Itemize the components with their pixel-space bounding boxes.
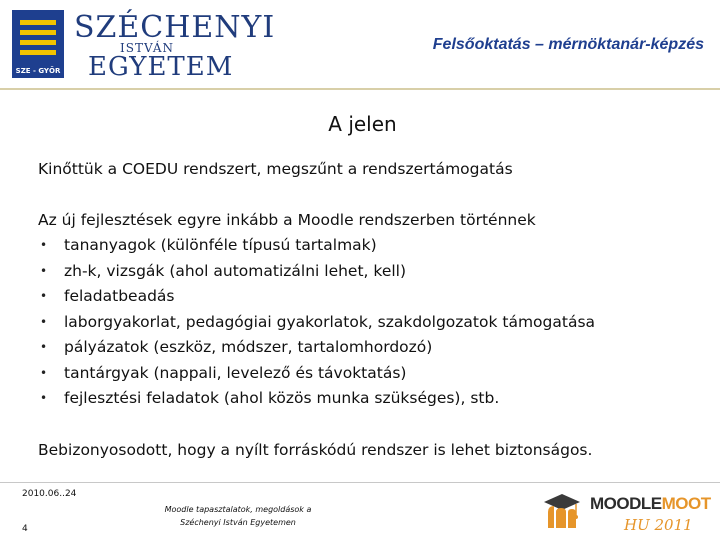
paragraph-3: Bebizonyosodott, hogy a nyílt forráskódú rendszer is lehet biztonságos. bbox=[38, 441, 593, 459]
bullet-item: • zh-k, vizsgák (ahol automatizálni lehet, kell) bbox=[38, 262, 595, 288]
slide-title: A jelen bbox=[328, 112, 397, 136]
bullet-list bbox=[38, 236, 595, 415]
university-emblem-icon bbox=[12, 10, 64, 78]
moodle-word: MOODLE bbox=[590, 494, 662, 513]
paragraph-1: Kinőttük a COEDU rendszert, megszűnt a rendszertámogatás bbox=[38, 160, 513, 178]
bullet-item: • laborgyakorlat, pedagógiai gyakorlatok, szakdolgozatok támogatása bbox=[38, 313, 595, 339]
footer-note: Moodle tapasztalatok, megoldások a Széchenyi István Egyetemen bbox=[164, 505, 312, 527]
paragraph-2: Az új fejlesztések egyre inkább a Moodle rendszerben történnek bbox=[38, 211, 536, 229]
moodlemoot-wordmark bbox=[590, 494, 711, 514]
bullet-item: • feladatbeadás bbox=[38, 287, 595, 313]
university-logo bbox=[12, 10, 276, 82]
moodlemoot-logo bbox=[542, 488, 712, 538]
bullet-item: • fejlesztési feladatok (ahol közös munka szükséges), stb. bbox=[38, 389, 595, 415]
footer-divider bbox=[0, 482, 720, 483]
bullet-item: • tantárgyak (nappali, levelező és távoktatás) bbox=[38, 364, 595, 390]
logo-line-1: SZÉCHENYI bbox=[74, 10, 276, 45]
bullet-item: • pályázatok (eszköz, módszer, tartalomhordozó) bbox=[38, 338, 595, 364]
bullet-item: • tananyagok (különféle típusú tartalmak) bbox=[38, 236, 595, 262]
header-divider bbox=[0, 88, 720, 90]
moot-word: MOOT bbox=[661, 494, 711, 513]
moodle-hat-icon bbox=[542, 490, 582, 532]
logo-line-2: ISTVÁN bbox=[120, 41, 174, 55]
page-number: 4 bbox=[22, 524, 28, 534]
header-title: Felsőoktatás – mérnöktanár-képzés bbox=[432, 36, 704, 53]
logo-line-3: EGYETEM bbox=[88, 52, 234, 82]
footer-date: 2010.06..24 bbox=[22, 489, 77, 499]
moodlemoot-subtitle: HU 2011 bbox=[624, 516, 693, 534]
logo-badge: SZE - GYŐR bbox=[12, 64, 64, 78]
